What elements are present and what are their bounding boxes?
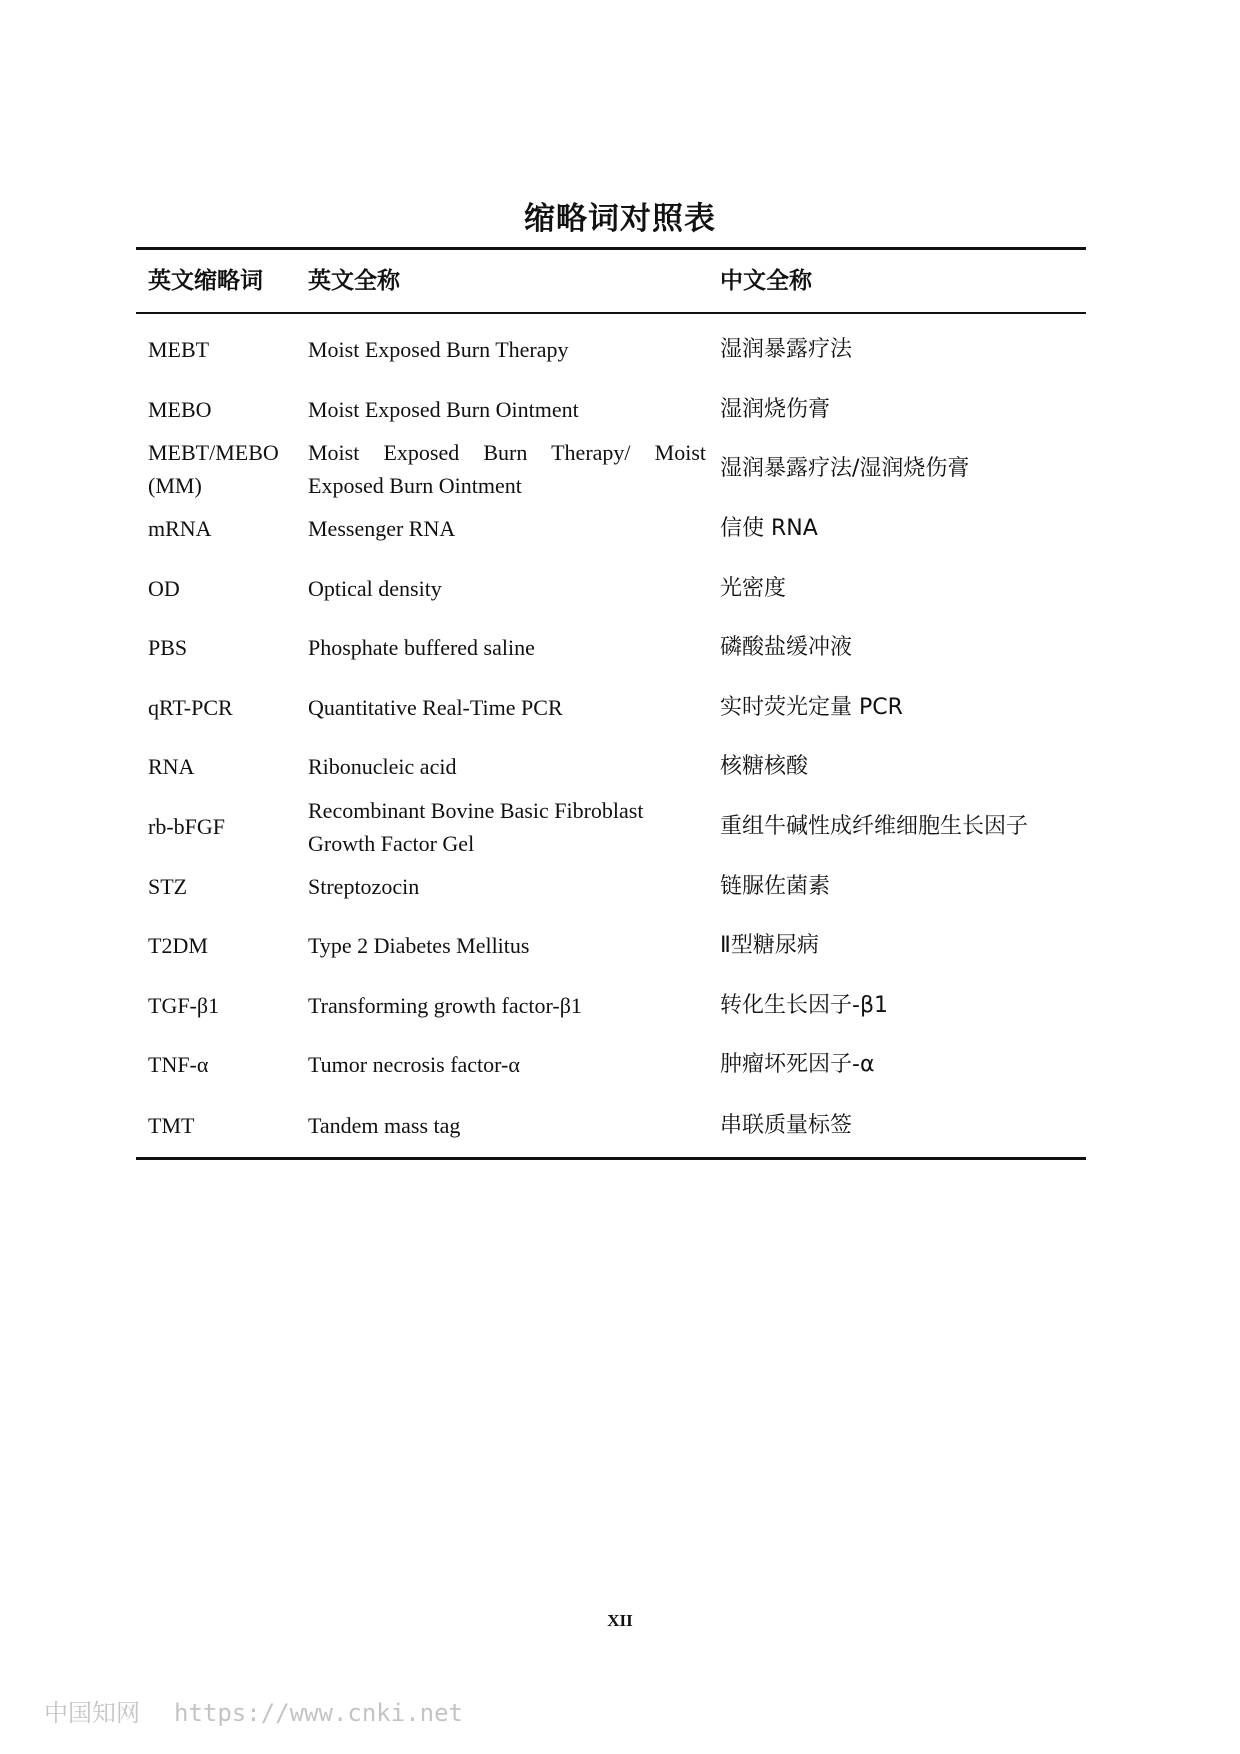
abbreviation-cell: TMT xyxy=(148,1113,195,1139)
chinese-name-cell: 光密度 xyxy=(720,575,787,601)
abbreviation-cell: OD xyxy=(148,575,180,601)
chinese-name-cell: 肿瘤坏死因子-α xyxy=(720,1052,875,1078)
page-title: 缩略词对照表 xyxy=(524,201,716,237)
watermark-site-name: 中国知网 xyxy=(44,1699,140,1727)
header-chinese-full-name: 中文全称 xyxy=(720,267,812,294)
chinese-name-cell: 转化生长因子-β1 xyxy=(720,992,888,1018)
english-name-cell: Streptozocin xyxy=(308,873,420,899)
table-row xyxy=(136,380,1086,440)
chinese-name-cell: 湿润暴露疗法/湿润烧伤膏 xyxy=(720,456,970,482)
table-row xyxy=(136,1095,1086,1157)
english-name-cell: Phosphate buffered saline xyxy=(308,635,535,661)
table-row xyxy=(136,499,1086,559)
table-row xyxy=(136,797,1086,857)
page-number: XII xyxy=(607,1611,633,1630)
english-name-cell: Ribonucleic acid xyxy=(308,754,457,780)
table-row xyxy=(136,856,1086,916)
chinese-name-cell: Ⅱ型糖尿病 xyxy=(720,933,819,959)
english-name-cell: Recombinant Bovine Basic Fibroblast Growth Factor Gel xyxy=(308,797,644,856)
table-row xyxy=(136,737,1086,797)
table-row xyxy=(136,618,1086,678)
abbreviation-cell: T2DM xyxy=(148,933,208,959)
header-abbreviation: 英文缩略词 xyxy=(148,267,263,294)
english-name-cell: Optical density xyxy=(308,575,442,601)
abbreviation-cell: MEBO xyxy=(148,396,212,422)
chinese-name-cell: 核糖核酸 xyxy=(720,754,809,780)
chinese-name-cell: 链脲佐菌素 xyxy=(720,873,831,899)
table-row xyxy=(136,916,1086,976)
abbreviation-cell: TGF-β1 xyxy=(148,992,220,1018)
english-name-cell: Type 2 Diabetes Mellitus xyxy=(308,933,530,959)
chinese-name-cell: 串联质量标签 xyxy=(720,1113,853,1139)
chinese-name-cell: 实时荧光定量 PCR xyxy=(720,694,903,720)
table-row xyxy=(136,558,1086,618)
watermark-url[interactable]: https://www.cnki.net xyxy=(174,1699,463,1727)
abbreviation-cell: rb-bFGF xyxy=(148,814,226,840)
abbreviation-cell: MEBT/MEBO (MM) xyxy=(148,439,279,498)
chinese-name-cell: 重组牛碱性成纤维细胞生长因子 xyxy=(720,814,1029,840)
abbreviation-cell: TNF-α xyxy=(148,1052,209,1078)
english-name-cell: Tumor necrosis factor-α xyxy=(308,1052,520,1078)
english-name-cell: Quantitative Real-Time PCR xyxy=(308,694,563,720)
english-name-cell: Tandem mass tag xyxy=(308,1113,461,1139)
english-name-cell: Moist Exposed Burn Therapy/ Moist Exposed Burn Ointment xyxy=(308,439,706,498)
table-row xyxy=(136,678,1086,738)
english-name-cell: Transforming growth factor-β1 xyxy=(308,992,582,1018)
english-name-cell: Moist Exposed Burn Therapy xyxy=(308,337,569,363)
abbreviation-cell: STZ xyxy=(148,873,188,899)
chinese-name-cell: 磷酸盐缓冲液 xyxy=(720,635,853,661)
chinese-name-cell: 湿润烧伤膏 xyxy=(720,396,831,422)
english-name-cell: Messenger RNA xyxy=(308,516,456,542)
table-row xyxy=(136,976,1086,1036)
table-row xyxy=(136,320,1086,380)
abbreviation-cell: mRNA xyxy=(148,516,212,542)
header-english-full-name: 英文全称 xyxy=(308,267,400,294)
cnki-watermark xyxy=(44,1693,463,1728)
abbreviation-cell: PBS xyxy=(148,635,188,661)
chinese-name-cell: 湿润暴露疗法 xyxy=(720,337,853,363)
english-name-cell: Moist Exposed Burn Ointment xyxy=(308,396,579,422)
table-header-row xyxy=(136,250,1086,314)
abbreviation-cell: qRT-PCR xyxy=(148,694,233,720)
abbreviation-table xyxy=(136,247,1086,1160)
table-row xyxy=(136,439,1086,499)
abbreviation-cell: MEBT xyxy=(148,337,210,363)
chinese-name-cell: 信使 RNA xyxy=(720,516,818,542)
abbreviation-cell: RNA xyxy=(148,754,195,780)
table-row xyxy=(136,1035,1086,1095)
